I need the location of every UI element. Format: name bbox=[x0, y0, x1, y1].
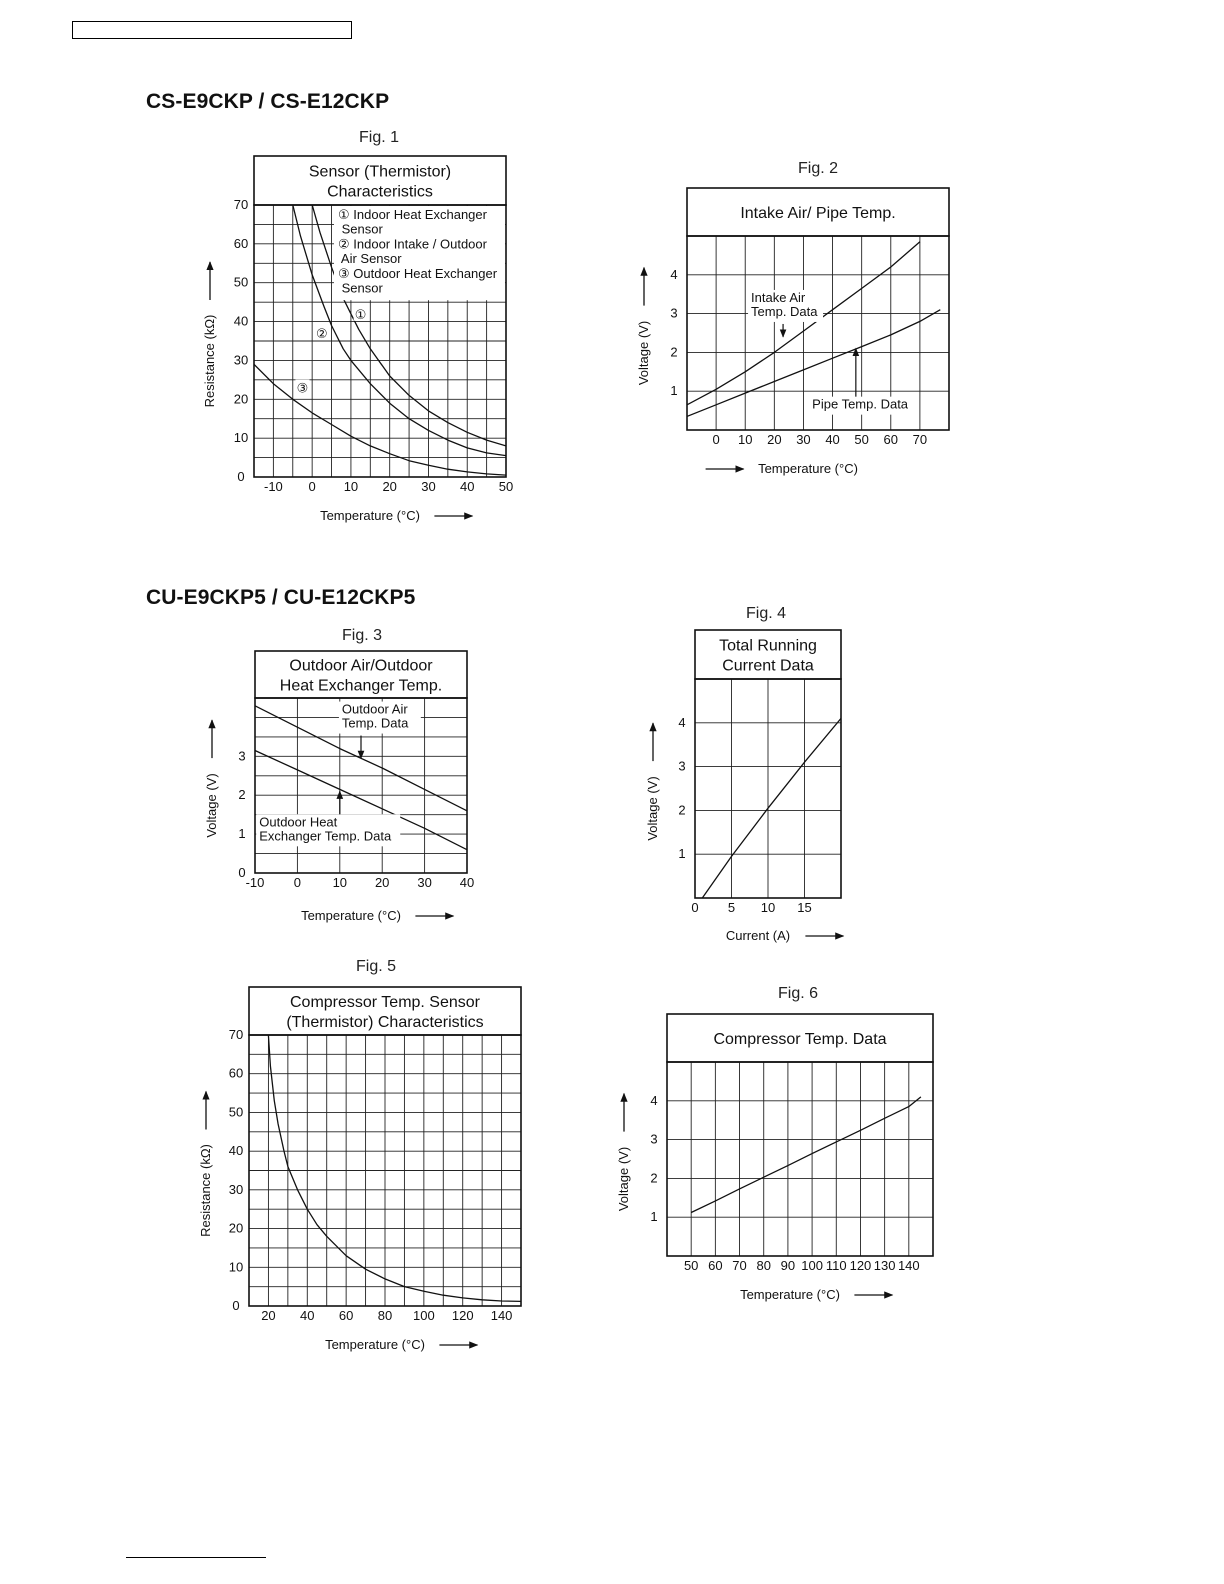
footer-line bbox=[126, 1557, 266, 1558]
x-tick-label: 20 bbox=[261, 1308, 276, 1323]
y-tick-label: 2 bbox=[650, 1170, 658, 1186]
fig-label-5: Fig. 5 bbox=[355, 958, 396, 975]
series-line-3 bbox=[254, 364, 506, 475]
annotation-1: Intake Air Temp. Data bbox=[751, 289, 818, 319]
fig-label-6: Fig. 6 bbox=[777, 985, 818, 1002]
y-axis-label: Resistance (kΩ) bbox=[198, 1144, 213, 1237]
x-tick-label: 120 bbox=[451, 1308, 474, 1323]
x-axis-label: Temperature (°C) bbox=[301, 908, 401, 923]
x-tick-label: 60 bbox=[338, 1308, 354, 1323]
y-tick-label: 60 bbox=[233, 235, 249, 251]
x-tick-label: 10 bbox=[332, 875, 348, 890]
x-tick-label: 30 bbox=[417, 875, 432, 890]
y-tick-label: 10 bbox=[233, 430, 249, 446]
y-axis-label: Voltage (V) bbox=[636, 320, 651, 386]
legend-entry-1: ① Indoor Heat Exchanger Sensor bbox=[338, 207, 487, 237]
y-tick-label: 70 bbox=[228, 1027, 244, 1042]
x-tick-label: 120 bbox=[849, 1258, 872, 1273]
x-tick-label: 30 bbox=[796, 432, 811, 447]
legend bbox=[334, 206, 505, 300]
x-tick-label: 0 bbox=[293, 875, 302, 890]
x-tick-label: 0 bbox=[308, 479, 316, 494]
x-tick-label: 0 bbox=[712, 432, 720, 447]
y-tick-label: 4 bbox=[670, 266, 678, 282]
y-tick-label: 10 bbox=[228, 1259, 244, 1275]
x-tick-label: 0 bbox=[691, 900, 699, 915]
x-tick-label: 40 bbox=[300, 1308, 315, 1323]
y-axis-label: Voltage (V) bbox=[204, 773, 219, 838]
chart-title: Intake Air/ Pipe Temp. bbox=[740, 205, 896, 222]
chart-fig4 bbox=[645, 630, 843, 943]
y-tick-label: 20 bbox=[233, 391, 249, 407]
x-tick-label: 5 bbox=[727, 900, 736, 915]
curve-marker-1: ① bbox=[354, 306, 367, 322]
y-tick-label: 0 bbox=[232, 1298, 240, 1313]
chart-fig2 bbox=[636, 188, 949, 476]
y-tick-label: 30 bbox=[233, 352, 249, 368]
x-tick-label: 20 bbox=[767, 432, 782, 447]
x-tick-label: 140 bbox=[897, 1258, 920, 1273]
chart-title: Compressor Temp. Data bbox=[713, 1031, 887, 1048]
y-tick-label: 2 bbox=[678, 802, 686, 818]
x-tick-label: 100 bbox=[801, 1258, 823, 1273]
chart-fig3 bbox=[204, 651, 474, 923]
x-axis-label: Temperature (°C) bbox=[325, 1337, 425, 1352]
y-tick-label: 2 bbox=[238, 787, 246, 803]
y-tick-label: 3 bbox=[678, 758, 686, 774]
x-axis-label: Temperature (°C) bbox=[320, 508, 420, 523]
y-tick-label: 20 bbox=[228, 1220, 244, 1236]
y-tick-label: 1 bbox=[670, 383, 678, 399]
y-tick-label: 0 bbox=[238, 865, 246, 880]
series-line-1 bbox=[268, 1035, 521, 1301]
x-tick-label: 40 bbox=[459, 875, 475, 890]
x-tick-label: 15 bbox=[797, 900, 812, 915]
y-tick-label: 40 bbox=[233, 313, 249, 329]
x-tick-label: 90 bbox=[780, 1258, 796, 1273]
y-tick-label: 50 bbox=[228, 1104, 244, 1120]
chart-fig6 bbox=[616, 1014, 933, 1302]
x-axis-label: Temperature (°C) bbox=[758, 461, 858, 476]
fig-label-1: Fig. 1 bbox=[358, 129, 399, 146]
x-tick-label: 50 bbox=[854, 432, 869, 447]
x-tick-label: 20 bbox=[382, 479, 397, 494]
series-line-1 bbox=[702, 718, 841, 898]
x-tick-label: 50 bbox=[498, 479, 514, 494]
annotation-1: Outdoor Air Temp. Data bbox=[341, 701, 409, 731]
annotation-2: Pipe Temp. Data bbox=[812, 396, 909, 412]
chart-title: Outdoor Air/Outdoor Heat Exchanger Temp. bbox=[279, 657, 443, 695]
x-axis-label: Temperature (°C) bbox=[740, 1287, 840, 1302]
y-tick-label: 1 bbox=[238, 826, 246, 842]
y-tick-label: 3 bbox=[650, 1131, 658, 1147]
x-tick-label: 60 bbox=[883, 432, 899, 447]
y-tick-label: 30 bbox=[228, 1181, 244, 1197]
annotation-2: Outdoor Heat Exchanger Temp. Data bbox=[259, 814, 392, 844]
x-tick-label: -10 bbox=[263, 479, 283, 494]
legend-entry-3: ③ Outdoor Heat Exchanger Sensor bbox=[338, 265, 498, 296]
x-tick-label: -10 bbox=[245, 875, 265, 890]
x-axis-label: Current (A) bbox=[725, 928, 791, 943]
x-tick-label: 10 bbox=[737, 432, 753, 447]
x-tick-label: 140 bbox=[490, 1308, 513, 1323]
y-tick-label: 50 bbox=[233, 274, 249, 290]
chart-title: Total Running Current Data bbox=[719, 637, 817, 675]
y-axis-label: Voltage (V) bbox=[645, 776, 660, 841]
chart-title: Compressor Temp. Sensor (Thermistor) Characteristics bbox=[286, 994, 484, 1031]
series-line-1 bbox=[691, 1097, 921, 1213]
y-tick-label: 4 bbox=[650, 1092, 658, 1108]
fig-label-2: Fig. 2 bbox=[797, 160, 838, 177]
chart-fig5 bbox=[198, 987, 521, 1352]
x-tick-label: 50 bbox=[683, 1258, 699, 1273]
y-tick-label: 2 bbox=[670, 344, 678, 360]
x-tick-label: 40 bbox=[825, 432, 840, 447]
x-tick-label: 80 bbox=[377, 1308, 393, 1323]
y-tick-label: 1 bbox=[678, 846, 686, 862]
x-tick-label: 30 bbox=[421, 479, 436, 494]
y-tick-label: 3 bbox=[238, 748, 246, 764]
y-tick-label: 70 bbox=[233, 197, 249, 212]
x-tick-label: 100 bbox=[413, 1308, 435, 1323]
x-tick-label: 70 bbox=[732, 1258, 747, 1273]
y-tick-label: 40 bbox=[228, 1143, 244, 1159]
x-tick-label: 70 bbox=[912, 432, 928, 447]
curve-marker-2: ② bbox=[316, 326, 328, 342]
x-tick-label: 60 bbox=[708, 1258, 723, 1273]
y-tick-label: 4 bbox=[678, 714, 686, 730]
fig-label-3: Fig. 3 bbox=[341, 627, 382, 644]
x-tick-label: 130 bbox=[873, 1258, 896, 1273]
curve-marker-3: ③ bbox=[296, 380, 309, 396]
x-tick-label: 110 bbox=[825, 1258, 847, 1273]
chart-fig1 bbox=[202, 156, 513, 523]
y-axis-label: Resistance (kΩ) bbox=[202, 314, 217, 408]
y-tick-label: 0 bbox=[237, 469, 245, 484]
x-tick-label: 40 bbox=[459, 479, 475, 494]
fig-label-4: Fig. 4 bbox=[745, 605, 786, 622]
x-tick-label: 10 bbox=[343, 479, 359, 494]
y-axis-label: Voltage (V) bbox=[616, 1146, 631, 1212]
y-tick-label: 3 bbox=[670, 305, 678, 321]
x-tick-label: 10 bbox=[760, 900, 776, 915]
chart-title: Sensor (Thermistor) Characteristics bbox=[308, 163, 452, 201]
legend-entry-2: ② Indoor Intake / Outdoor Air Sensor bbox=[338, 236, 487, 267]
y-tick-label: 60 bbox=[228, 1065, 244, 1081]
x-tick-label: 80 bbox=[756, 1258, 771, 1273]
x-tick-label: 20 bbox=[374, 875, 390, 890]
section-title-indoor: CS-E9CKP / CS-E12CKP bbox=[146, 90, 390, 113]
section-title-outdoor: CU-E9CKP5 / CU-E12CKP5 bbox=[146, 586, 416, 609]
y-tick-label: 1 bbox=[650, 1209, 658, 1225]
